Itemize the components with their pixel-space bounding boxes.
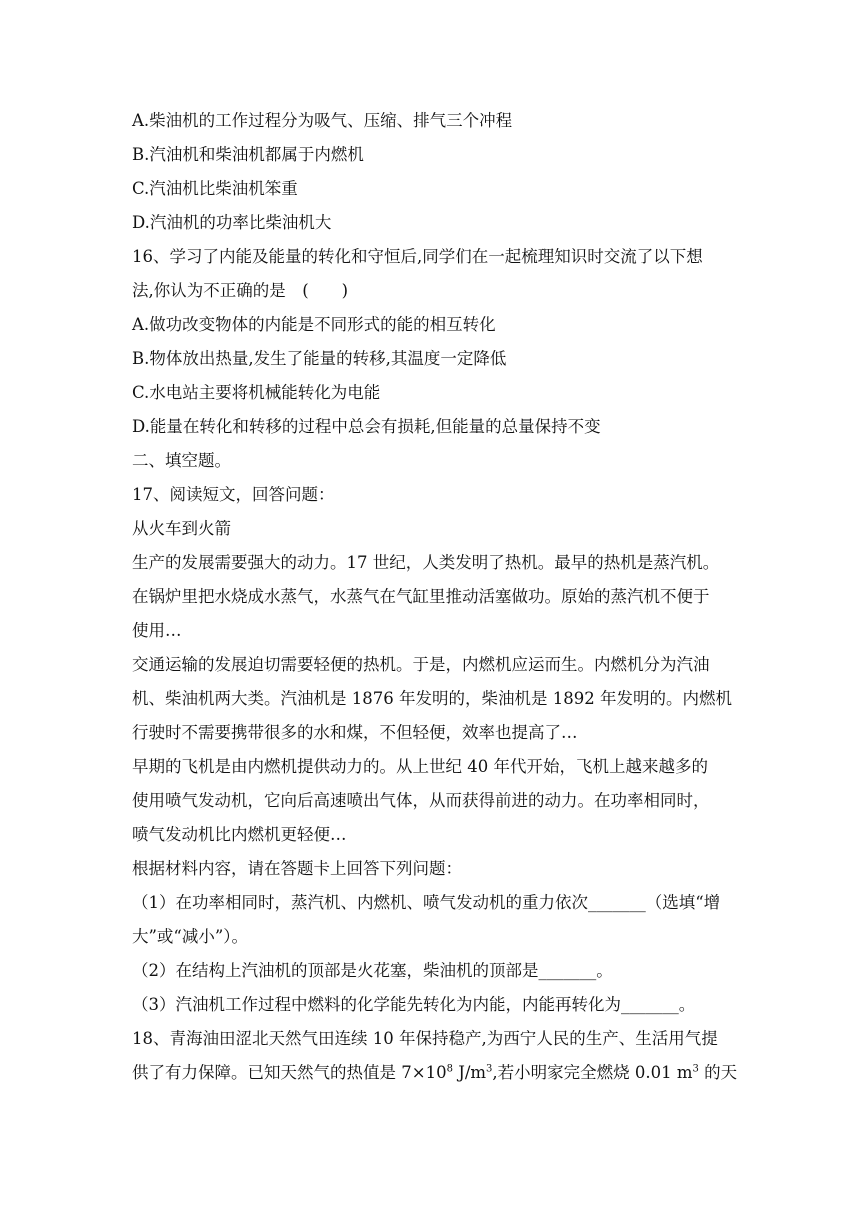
q17-sub2: （2）在结构上汽油机的顶部是火花塞，柴油机的顶部是_______。	[132, 961, 613, 980]
q17-sub1-line2: 大”或“减小”）。	[132, 927, 249, 946]
document-page	[132, 104, 738, 1090]
q18-line2	[132, 1056, 738, 1090]
q17-para1-line1: 生产的发展需要强大的动力。17 世纪，人类发明了热机。最早的热机是蒸汽机。	[132, 553, 720, 572]
q18-line2-part-d: 的天	[698, 1063, 738, 1082]
q17-para1-line3: 使用…	[132, 621, 182, 640]
q17-sub1-line1: （1）在功率相同时，蒸汽机、内燃机、喷气发动机的重力依次_______（选填“增	[132, 893, 721, 912]
q17-para3-line3: 喷气发动机比内燃机更轻便…	[132, 825, 347, 844]
q15-option-d: D.汽油机的功率比柴油机大	[132, 213, 332, 232]
q17-stem: 17、阅读短文，回答问题：	[132, 485, 335, 504]
q16-option-b: B.物体放出热量,发生了能量的转移,其温度一定降低	[132, 349, 507, 368]
q16-option-c: C.水电站主要将机械能转化为电能	[132, 383, 381, 402]
q17-sub3: （3）汽油机工作过程中燃料的化学能先转化为内能，内能再转化为_______。	[132, 995, 696, 1014]
q17-article-title: 从火车到火箭	[132, 519, 231, 538]
q17-para2-line1: 交通运输的发展迫切需要轻便的热机。于是，内燃机应运而生。内燃机分为汽油	[132, 655, 710, 674]
q17-para3-line1: 早期的飞机是由内燃机提供动力的。从上世纪 40 年代开始，飞机上越来越多的	[132, 757, 708, 776]
q17-para2-line2: 机、柴油机两大类。汽油机是 1876 年发明的，柴油机是 1892 年发明的。内燃机	[132, 689, 732, 708]
q18-exponent-8: 8	[446, 1063, 453, 1075]
q18-exponent-3a: 3	[486, 1063, 493, 1075]
q15-option-b: B.汽油机和柴油机都属于内燃机	[132, 145, 364, 164]
q18-line1: 18、青海油田涩北天然气田连续 10 年保持稳产,为西宁人民的生产、生活用气提	[132, 1029, 718, 1048]
q18-exponent-3b: 3	[692, 1063, 699, 1075]
q17-instruction: 根据材料内容，请在答题卡上回答下列问题：	[132, 859, 462, 878]
q16-option-d: D.能量在转化和转移的过程中总会有损耗,但能量的总量保持不变	[132, 417, 601, 436]
section-title-fill-in: 二、填空题。	[132, 451, 231, 470]
q17-para3-line2: 使用喷气发动机，它向后高速喷出气体，从而获得前进的动力。在功率相同时，	[132, 791, 710, 810]
q18-line2-part-c: ,若小明家完全燃烧 0.01 m	[492, 1063, 693, 1082]
q15-option-c: C.汽油机比柴油机笨重	[132, 179, 298, 198]
q18-line2-part-b: J/m	[452, 1063, 487, 1082]
q17-para2-line3: 行驶时不需要携带很多的水和煤，不但轻便，效率也提高了…	[132, 723, 578, 742]
q16-stem-line1: 16、学习了内能及能量的转化和守恒后,同学们在一起梳理知识时交流了以下想	[132, 247, 703, 266]
q17-para1-line2: 在锅炉里把水烧成水蒸气，水蒸气在气缸里推动活塞做功。原始的蒸汽机不便于	[132, 587, 710, 606]
q15-option-a: A.柴油机的工作过程分为吸气、压缩、排气三个冲程	[132, 111, 513, 130]
q16-option-a: A.做功改变物体的内能是不同形式的能的相互转化	[132, 315, 496, 334]
q16-stem-line2: 法,你认为不正确的是 ( )	[132, 281, 349, 300]
q18-line2-part-a: 供了有力保障。已知天然气的热值是 7×10	[132, 1063, 447, 1082]
